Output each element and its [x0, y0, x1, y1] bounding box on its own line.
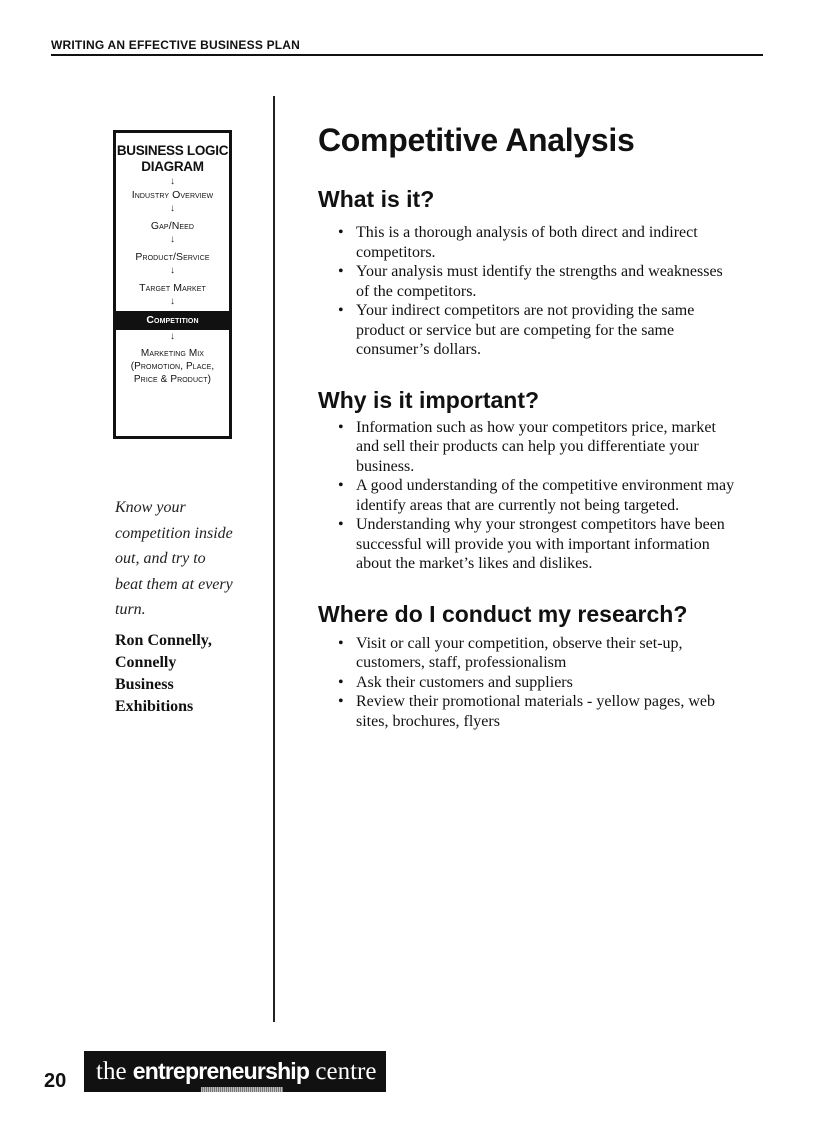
diagram-item-product-service: Product/Service [135, 251, 210, 263]
section-what-is-it [318, 185, 738, 360]
marketing-mix-line-3: Price & Product) [133, 374, 212, 385]
author-line: Connelly [115, 654, 177, 671]
quote-line: turn. [115, 601, 146, 618]
bullet-item: • A good understanding of the competitive environment may identify areas that are currently not being targeted. [338, 476, 738, 515]
sidebar-quote [115, 495, 255, 623]
diagram-item-target-market: Target Market [139, 282, 206, 294]
page-title: Competitive Analysis [318, 122, 635, 158]
down-arrow-icon: ↓ [170, 176, 175, 187]
running-header: WRITING AN EFFECTIVE BUSINESS PLAN [51, 38, 763, 56]
diagram-title [116, 143, 229, 175]
marketing-mix-line-2: (Promotion, Place, [130, 361, 215, 372]
bullet-list [338, 418, 738, 574]
bullet-item: • Information such as how your competitors price, market and sell their products can help you differentiate your business. [338, 418, 738, 477]
down-arrow-icon: ↓ [170, 234, 175, 245]
bullet-item: • Understanding why your strongest competitors have been successful will provide you with important information about the market’s likes and dislikes. [338, 515, 738, 574]
page-number: 20 [44, 1070, 67, 1092]
logo-bold: entrepreneurship [132, 1058, 310, 1084]
column-divider [273, 96, 275, 1022]
down-arrow-icon: ↓ [170, 331, 175, 342]
section-why-important [318, 386, 738, 574]
author-line: Exhibitions [115, 698, 194, 715]
bullet-list [338, 634, 738, 732]
section-heading: Where do I conduct my research? [318, 600, 688, 627]
section-heading: Why is it important? [318, 386, 540, 413]
bullet-item: • This is a thorough analysis of both direct and indirect competitors. [338, 223, 738, 262]
bullet-item: • Review their promotional materials - yellow pages, web sites, brochures, flyers [338, 692, 738, 731]
quote-author [115, 630, 255, 718]
down-arrow-icon: ↓ [170, 296, 175, 307]
business-logic-diagram [113, 130, 232, 439]
quote-line: beat them at every [115, 575, 233, 593]
diagram-title-line-2: DIAGRAM [141, 159, 204, 174]
logo-suffix: centre [309, 1058, 377, 1085]
bullet-item: • Ask their customers and suppliers [338, 673, 738, 693]
diagram-item-marketing-mix [116, 347, 229, 386]
author-line: Business [115, 676, 174, 693]
logo-underline-bar [201, 1087, 283, 1092]
quote-line: out, and try to [115, 550, 206, 567]
section-heading: What is it? [318, 186, 435, 212]
quote-line: Know your [115, 499, 186, 516]
diagram-title-line-1: BUSINESS LOGIC [116, 143, 229, 158]
entrepreneurship-centre-logo [84, 1051, 386, 1092]
quote-line: competition inside [115, 524, 233, 542]
logo-prefix: the [96, 1058, 133, 1085]
diagram-item-gap-need: Gap/Need [150, 220, 195, 232]
bullet-item: • Your analysis must identify the strengths and weaknesses of the competitors. [338, 262, 738, 301]
bullet-item: • Visit or call your competition, observe their set-up, customers, staff, professionalism [338, 634, 738, 673]
section-where-research [318, 600, 738, 732]
diagram-item-competition: Competition [115, 311, 230, 330]
main-content [318, 120, 738, 731]
author-line: Ron Connelly, [115, 632, 212, 649]
marketing-mix-line-1: Marketing Mix [140, 348, 205, 359]
bullet-list [338, 223, 738, 360]
down-arrow-icon: ↓ [170, 265, 175, 276]
diagram-item-industry-overview: Industry Overview [131, 189, 214, 201]
down-arrow-icon: ↓ [170, 203, 175, 214]
bullet-item: • Your indirect competitors are not providing the same product or service but are competing for the same consumer’s dollars. [338, 301, 738, 360]
